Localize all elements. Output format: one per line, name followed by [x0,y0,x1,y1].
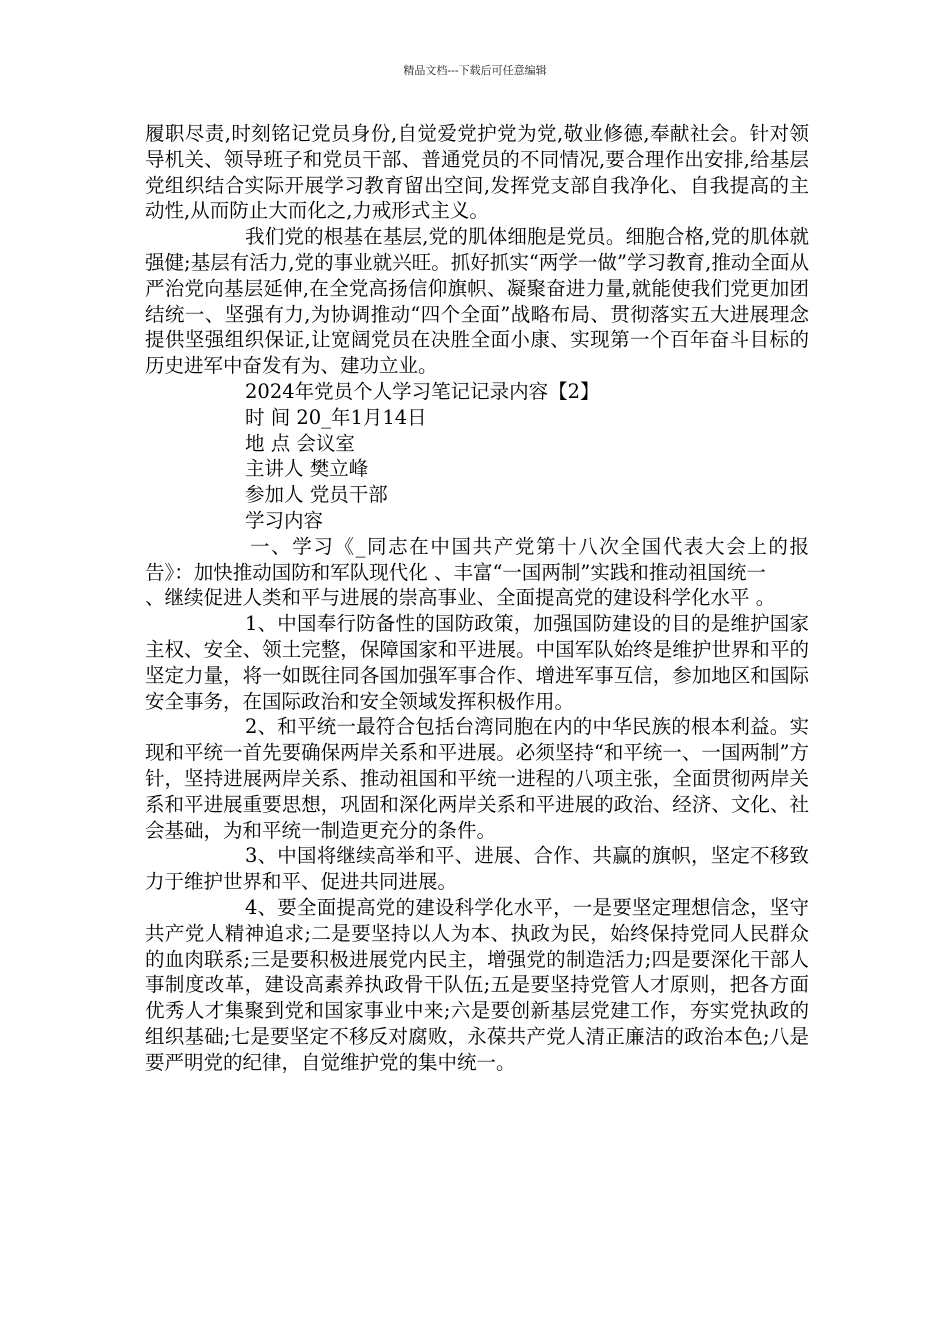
paragraph-item-2: 2、和平统一最符合包括台湾同胞在内的中华民族的根本利益。实现和平统一首先要确保两岸关系和平进展。必须坚持“和平统一、一国两制”方针，坚持进展两岸关系、推动祖国和平统一进程的八项主张，全面贯彻两岸关系和平进展重要思想，巩固和深化两岸关系和平进展的政治、经济、文化、社会基础，为和平统一制造更充分的条件。 [145,715,809,842]
meeting-time: 时 间 20_年1月14日 [245,405,427,429]
paragraph-2: 我们党的根基在基层,党的肌体细胞是党员。细胞合格,党的肌体就强健;基层有活力,党的事业就兴旺。抓好抓实“两学一做”学习教育,推动全面从严治党向基层延伸,在全党高扬信仰旗帜、凝聚奋进力量,就能使我们党更加团结统一、坚强有力,为协调推动“四个全面”战略布局、贯彻落实五大进展理念提供坚强组织保证,让宽阔党员在决胜全面小康、实现第一个百年奋斗目标的历史进军中奋发有为、建功立业。 [145,225,809,378]
paragraph-1: 履职尽责,时刻铭记党员身份,自觉爱党护党为党,敬业修德,奉献社会。针对领导机关、领导班子和党员干部、普通党员的不同情况,要合理作出安排,给基层党组织结合实际开展学习教育留出空间,发挥党支部自我净化、自我提高的主动性,从而防止大而化之,力戒形式主义。 [145,122,809,223]
page-header: 精品文档---下载后可任意编辑 [403,64,547,77]
paragraph-item-3: 3、中国将继续高举和平、进展、合作、共赢的旗帜，坚定不移致力于维护世界和平、促进共同进展。 [145,844,809,894]
meeting-attendees: 参加人 党员干部 [245,483,388,507]
document-body [145,121,809,1075]
paragraph-item-1: 1、中国奉行防备性的国防政策，加强国防建设的目的是维护国家主权、安全、领土完整，保障国家和平进展。中国军队始终是维护世界和平的坚定力量，将一如既往同各国加强军事合作、增进军事互信，参加地区和国际安全事务，在国际政治和安全领域发挥积极作用。 [145,612,809,713]
paragraph-item-4: 4、要全面提高党的建设科学化水平，一是要坚定理想信念，坚守共产党人精神追求;二是要坚持以人为本、执政为民，始终保持党同人民群众的血肉联系;三是要积极进展党内民主，增强党的制造活力;四是要深化干部人事制度改革，建设高素养执政骨干队伍;五是要坚持党管人才原则，把各方面优秀人才集聚到党和国家事业中来;六是要创新基层党建工作，夯实党执政的组织基础;七是要坚定不移反对腐败，永葆共产党人清正廉洁的政治本色;八是要严明党的纪律，自觉维护党的集中统一。 [145,895,809,1074]
meeting-place: 地 点 会议室 [245,431,355,455]
content-label: 学习内容 [245,508,324,532]
section-title: 2024年党员个人学习笔记记录内容【2】 [245,379,600,403]
meeting-speaker: 主讲人 樊立峰 [245,457,369,481]
paragraph-study-1: 一、学习《_同志在中国共产党第十八次全国代表大会上的报告》：加快推动国防和军队现代化 、丰富“一国两制”实践和推动祖国统一 [145,534,809,584]
paragraph-study-1-cont: 、继续促进人类和平与进展的崇高事业、全面提高党的建设科学化水平 。 [145,586,776,610]
